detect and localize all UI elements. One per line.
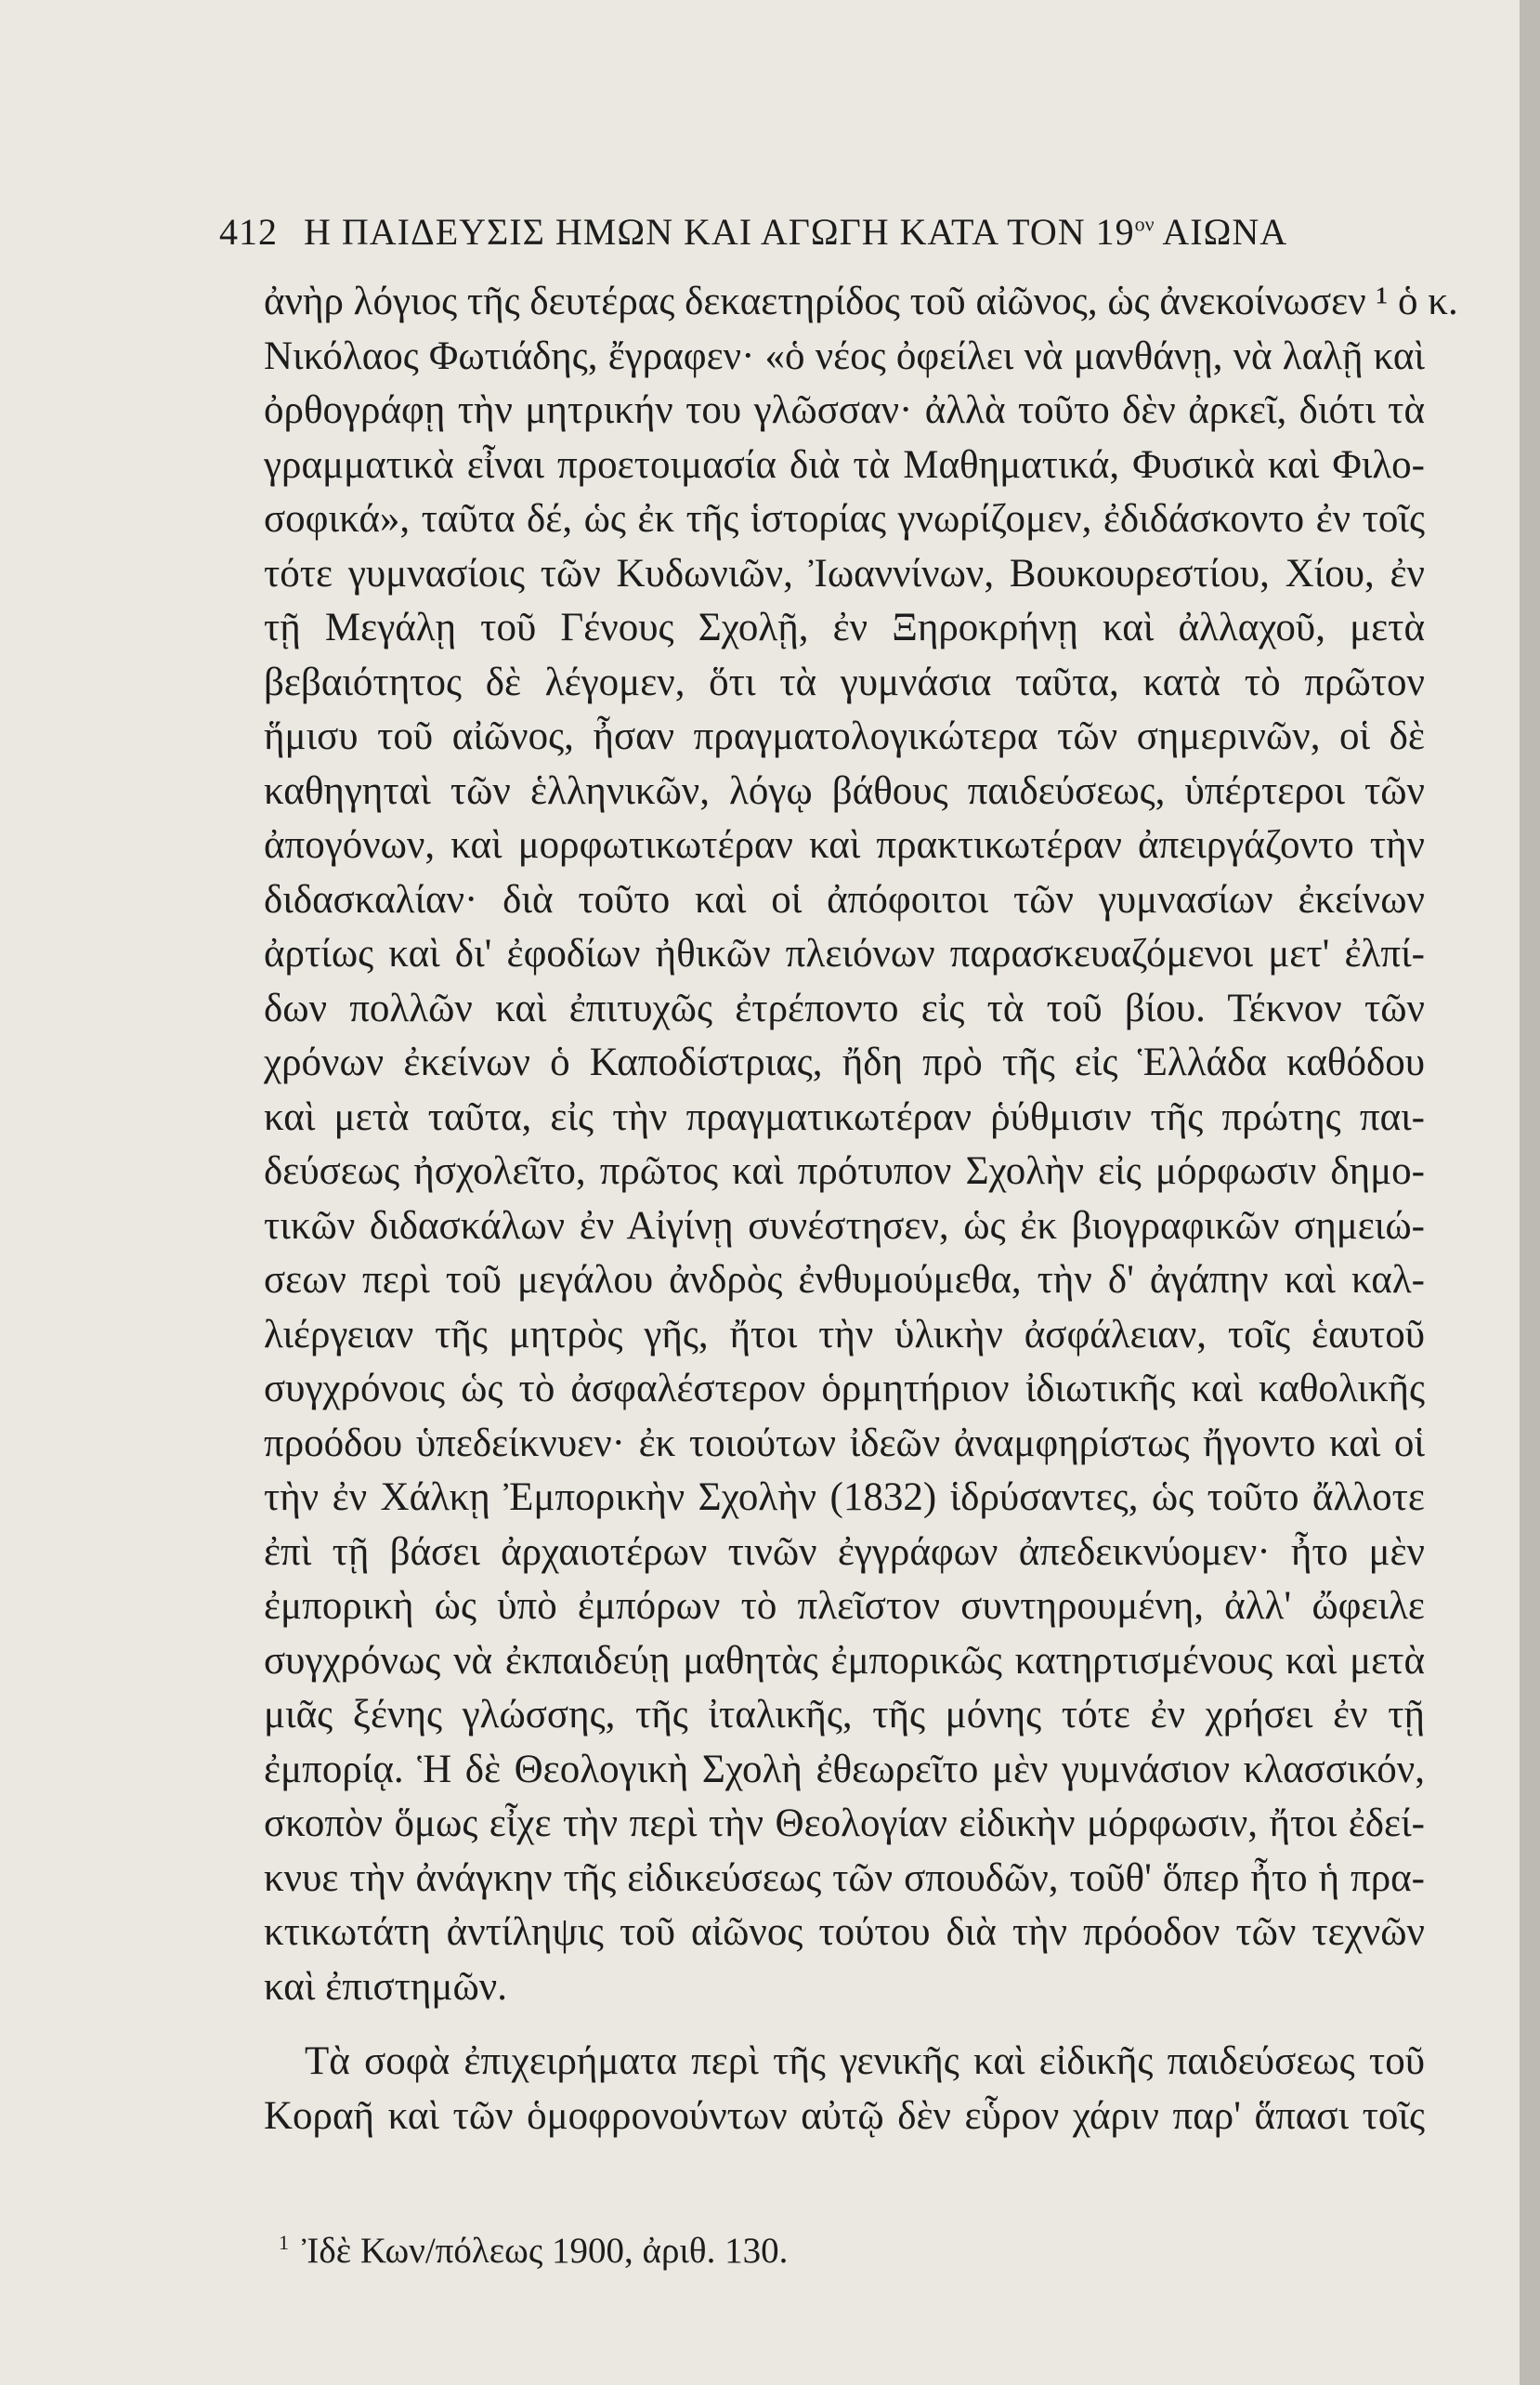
text-line: δεύσεως ἠσχολεῖτο, πρῶτος καὶ πρότυπον Σχολὴν εἰς μόρφωσιν δημο- xyxy=(264,1149,1425,1193)
text-line: Κοραῆ καὶ τῶν ὁμοφρονούντων αὐτῷ δὲν εὗρον χάριν παρ' ἅπασι τοῖς xyxy=(264,2093,1425,2138)
text-line: τὴν ἐν Χάλκῃ Ἐμπορικὴν Σχολὴν (1832) ἱδρύσαντες, ὡς τοῦτο ἄλλοτε xyxy=(264,1475,1425,1519)
text-line: ἐμπορίᾳ. Ἡ δὲ Θεολογικὴ Σχολὴ ἐθεωρεῖτο μὲν γυμνάσιον κλασσικόν, xyxy=(264,1747,1425,1791)
text-line: ἐπὶ τῇ βάσει ἀρχαιοτέρων τινῶν ἐγγράφων ἀπεδεικνύομεν· ἦτο μὲν xyxy=(264,1529,1425,1574)
text-line: σκοπὸν ὅμως εἶχε τὴν περὶ τὴν Θεολογίαν εἰδικὴν μόρφωσιν, ἤτοι ἐδεί- xyxy=(264,1802,1425,1845)
text-line: ἥμισυ τοῦ αἰῶνος, ἦσαν πραγματολογικώτερα τῶν σημερινῶν, οἱ δὲ xyxy=(264,714,1425,758)
header-title: Η ΠΑΙΔΕΥΣΙΣ ΗΜΩΝ ΚΑΙ ΑΓΩΓΗ ΚΑΤΑ ΤΟΝ 19 xyxy=(304,211,1135,253)
text-line: κνυε τὴν ἀνάγκην τῆς εἰδικεύσεως τῶν σπουδῶν, τοῦθ' ὅπερ ἦτο ἡ πρα- xyxy=(264,1855,1425,1900)
text-line: σοφικά», ταῦτα δέ, ὡς ἐκ τῆς ἱστορίας γνωρίζομεν, ἐδιδάσκοντο ἐν τοῖς xyxy=(264,497,1425,541)
footnote-text: Ἰδὲ Κων/πόλεως 1900, ἀριθ. 130. xyxy=(302,2231,789,2271)
text-line: διδασκαλίαν· διὰ τοῦτο καὶ οἱ ἀπόφοιτοι τῶν γυμνασίων ἐκείνων xyxy=(264,877,1425,922)
text-line: συγχρόνως νὰ ἐκπαιδεύῃ μαθητὰς ἐμπορικῶς κατηρτισμένους καὶ μετὰ xyxy=(264,1638,1425,1683)
text-line: καθηγηταὶ τῶν ἑλληνικῶν, λόγῳ βάθους παιδεύσεως, ὑπέρτεροι τῶν xyxy=(264,768,1425,813)
text-line: ἀρτίως καὶ δι' ἐφοδίων ἠθικῶν πλειόνων παρασκευαζόμενοι μετ' ἐλπί- xyxy=(264,932,1425,976)
text-line: Νικόλαος Φωτιάδης, ἔγραφεν· «ὁ νέος ὀφείλει νὰ μανθάνῃ, νὰ λαλῇ καὶ xyxy=(264,334,1425,378)
text-line: συγχρόνοις ὡς τὸ ἀσφαλέστερον ὁρμητήριον ἰδιωτικῆς καὶ καθολικῆς xyxy=(264,1367,1425,1410)
text-line: ἐμπορικὴ ὡς ὑπὸ ἐμπόρων τὸ πλεῖστον συντηρουμένη, ἀλλ' ὤφειλε xyxy=(264,1584,1425,1628)
text-line: ἀπογόνων, καὶ μορφωτικωτέραν καὶ πρακτικωτέραν ἀπειργάζοντο τὴν xyxy=(264,823,1425,867)
text-line: δων πολλῶν καὶ ἐπιτυχῶς ἐτρέποντο εἰς τὰ τοῦ βίου. Τέκνον τῶν xyxy=(264,986,1425,1030)
footnote xyxy=(279,2230,788,2272)
text-line: βεβαιότητος δὲ λέγομεν, ὅτι τὰ γυμνάσια ταῦτα, κατὰ τὸ πρῶτον xyxy=(264,660,1425,704)
page-number: 412 xyxy=(219,211,278,253)
text-line: προόδου ὑπεδείκνυεν· ἐκ τοιούτων ἰδεῶν ἀναμφηρίστως ἤγοντο καὶ οἱ xyxy=(264,1421,1425,1465)
text-line: τῇ Μεγάλῃ τοῦ Γένους Σχολῇ, ἐν Ξηροκρήνῃ καὶ ἀλλαχοῦ, μετὰ xyxy=(264,606,1425,649)
century-suffix: ον xyxy=(1134,212,1155,236)
page-edge-shadow xyxy=(1520,0,1540,2385)
text-line: καὶ μετὰ ταῦτα, εἰς τὴν πραγματικωτέραν ῥύθμισιν τῆς πρώτης παι- xyxy=(264,1094,1425,1139)
text-line: καὶ ἐπιστημῶν. xyxy=(264,1964,507,2009)
footnote-marker: 1 xyxy=(279,2231,289,2254)
header-title-tail: ΑΙΩΝΑ xyxy=(1162,211,1288,253)
text-line: Τὰ σοφὰ ἐπιχειρήματα περὶ τῆς γενικῆς καὶ εἰδικῆς παιδεύσεως τοῦ xyxy=(305,2039,1425,2083)
body-text xyxy=(264,275,1458,2143)
text-line: χρόνων ἐκείνων ὁ Καποδίστριας, ἤδη πρὸ τῆς εἰς Ἑλλάδα καθόδου xyxy=(264,1041,1425,1084)
text-line: τότε γυμνασίοις τῶν Κυδωνιῶν, Ἰωαννίνων, Βουκουρεστίου, Χίου, ἐν xyxy=(264,551,1425,596)
text-line: ἀνὴρ λόγιος τῆς δευτέρας δεκαετηρίδος τοῦ αἰῶνος, ὡς ἀνεκοίνωσεν ¹ ὁ κ. xyxy=(264,280,1458,323)
text-line: μιᾶς ξένης γλώσσης, τῆς ἰταλικῆς, τῆς μόνης τότε ἐν χρήσει ἐν τῇ xyxy=(264,1693,1425,1736)
text-line: γραμματικὰ εἶναι προετοιμασία διὰ τὰ Μαθηματικά, Φυσικὰ καὶ Φιλο- xyxy=(264,442,1425,487)
text-line: λιέργειαν τῆς μητρὸς γῆς, ἤτοι τὴν ὑλικὴν ἀσφάλειαν, τοῖς ἑαυτοῦ xyxy=(264,1312,1425,1356)
text-line: κτικωτάτη ἀντίληψις τοῦ αἰῶνος τούτου διὰ τὴν πρόοδον τῶν τεχνῶν xyxy=(264,1910,1425,1954)
running-header xyxy=(219,210,1371,266)
text-line: ὀρθογράφῃ τὴν μητρικήν του γλῶσσαν· ἀλλὰ τοῦτο δὲν ἀρκεῖ, διότι τὰ xyxy=(264,388,1425,432)
text-line: σεων περὶ τοῦ μεγάλου ἀνδρὸς ἐνθυμούμεθα, τὴν δ' ἀγάπην καὶ καλ- xyxy=(264,1258,1425,1302)
text-line: τικῶν διδασκάλων ἐν Αἰγίνῃ συνέστησεν, ὡς ἐκ βιογραφικῶν σημειώ- xyxy=(264,1203,1425,1248)
